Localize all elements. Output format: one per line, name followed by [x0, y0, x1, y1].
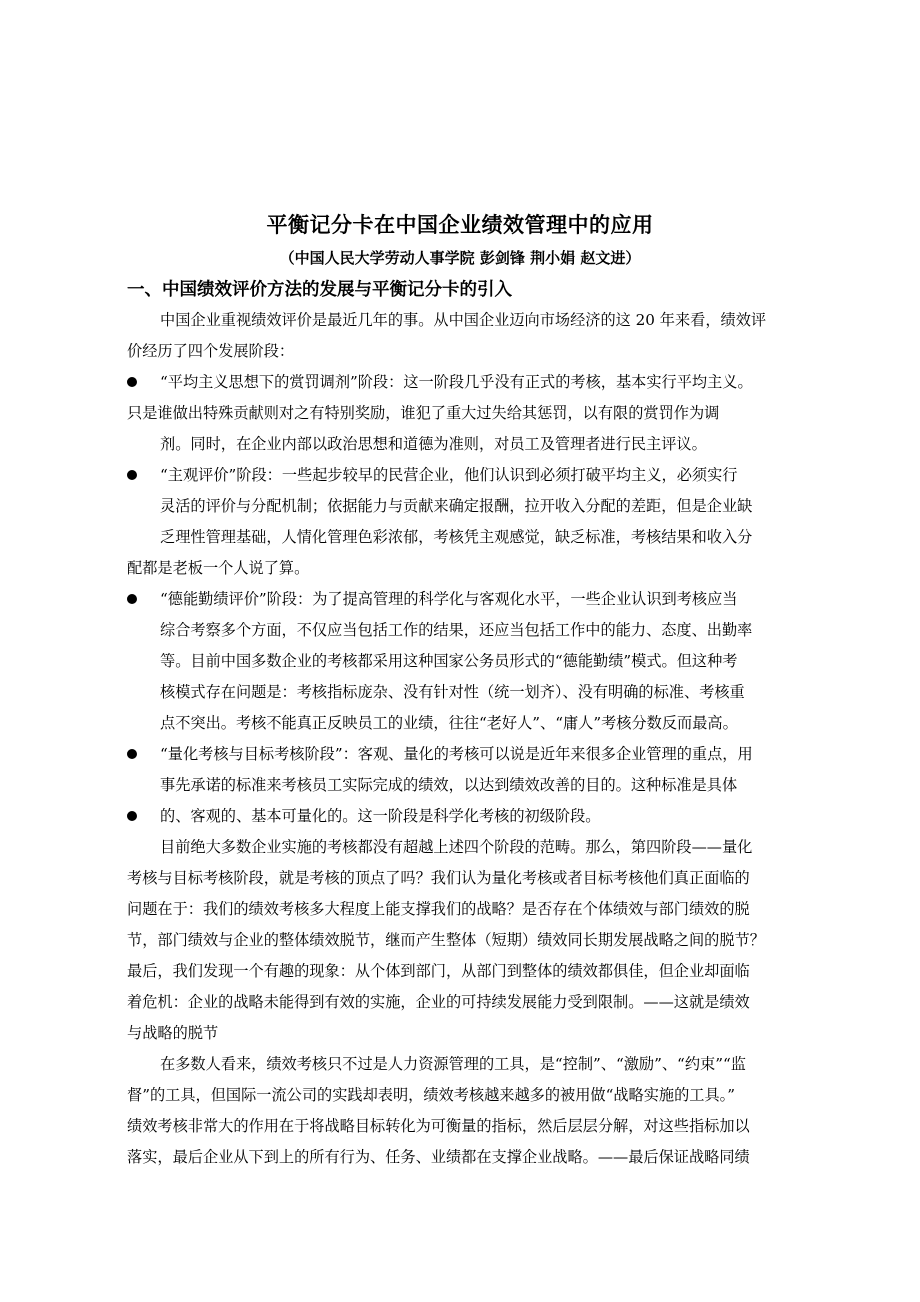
authors-line: （中国人民大学劳动人事学院 彭剑锋 荆小娟 赵文进）: [279, 249, 641, 267]
body-line: 目前绝大多数企业实施的考核都没有超越上述四个阶段的范畴。那么，第四阶段——量化: [160, 838, 753, 856]
body-line: “主观评价”阶段：一些起步较早的民营企业，他们认识到必须打破平均主义，必须实行: [160, 466, 738, 484]
body-line: 着危机：企业的战略未能得到有效的实施，企业的可持续发展能力受到限制。——这就是绩效: [127, 993, 750, 1011]
body-line: 落实，最后企业从下到上的所有行为、任务、业绩都在支撑企业战略。——最后保证战略同绩: [127, 1148, 750, 1166]
document-title: 平衡记分卡在中国企业绩效管理中的应用: [266, 213, 654, 237]
body-line: 核模式存在问题是：考核指标庞杂、没有针对性（统一划齐）、没有明确的标准、考核重: [160, 683, 745, 701]
body-line: 乏理性管理基础，人情化管理色彩浓郁，考核凭主观感觉，缺乏标准，考核结果和收入分: [160, 528, 753, 546]
body-line: 节，部门绩效与企业的整体绩效脱节，继而产生整体（短期）绩效同长期发展战略之间的脱节？: [127, 931, 765, 949]
body-line: 只是谁做出特殊贡献则对之有特别奖励，谁犯了重大过失给其惩罚，以有限的赏罚作为调: [127, 404, 720, 422]
body-line: 等。目前中国多数企业的考核都采用这种国家公务员形式的“德能勤绩”模式。但这种考: [160, 652, 738, 670]
body-line: 综合考察多个方面，不仅应当包括工作的结果，还应当包括工作中的能力、态度、出勤率: [160, 621, 753, 639]
body-line: “德能勤绩评价”阶段：为了提高管理的科学化与客观化水平，一些企业认识到考核应当: [160, 590, 738, 608]
body-line: 事先承诺的标准来考核员工实际完成的绩效，以达到绩效改善的目的。这种标准是具体: [160, 776, 738, 794]
section-heading: 一、中国绩效评价方法的发展与平衡记分卡的引入: [127, 280, 512, 300]
body-line: 与战略的脱节: [127, 1024, 219, 1042]
body-line: 考核与目标考核阶段，就是考核的顶点了吗？我们认为量化考核或者目标考核他们真正面临的: [127, 869, 750, 887]
bullet-icon: [127, 811, 137, 821]
body-line: 中国企业重视绩效评价是最近几年的事。从中国企业迈向市场经济的这 20 年来看，绩效评: [160, 311, 767, 329]
body-line: 督”的工具，但国际一流公司的实践却表明，绩效考核越来越多的被用做“战略实施的工具。”: [127, 1086, 736, 1104]
body-line: “平均主义思想下的赏罚调剂”阶段：这一阶段几乎没有正式的考核，基本实行平均主义。: [160, 373, 753, 391]
bullet-icon: [127, 470, 137, 480]
body-line: 最后，我们发现一个有趣的现象：从个体到部门，从部门到整体的绩效都俱佳，但企业却面临: [127, 962, 750, 980]
body-line: 点不突出。考核不能真正反映员工的业绩，往往“老好人”、“庸人”考核分数反而最高。: [160, 714, 738, 732]
body-line: “量化考核与目标考核阶段”：客观、量化的考核可以说是近年来很多企业管理的重点，用: [160, 745, 753, 763]
bullet-icon: [127, 377, 137, 387]
body-line: 绩效考核非常大的作用在于将战略目标转化为可衡量的指标，然后层层分解，对这些指标加以: [127, 1117, 750, 1135]
body-line: 灵活的评价与分配机制；依据能力与贡献来确定报酬，拉开收入分配的差距，但是企业缺: [160, 497, 753, 515]
bullet-icon: [127, 594, 137, 604]
body-line: 价经历了四个发展阶段：: [127, 342, 295, 360]
body-line: 在多数人看来，绩效考核只不过是人力资源管理的工具，是“控制”、“激励”、“约束”“监: [160, 1055, 746, 1073]
bullet-icon: [127, 749, 137, 759]
body-line: 剂。同时，在企业内部以政治思想和道德为准则，对员工及管理者进行民主评议。: [160, 435, 707, 453]
body-line: 配都是老板一个人说了算。: [127, 559, 310, 577]
body-line: 的、客观的、基本可量化的。这一阶段是科学化考核的初级阶段。: [160, 807, 601, 825]
body-line: 问题在于：我们的绩效考核多大程度上能支撑我们的战略？是否存在个体绩效与部门绩效的脱: [127, 900, 750, 918]
